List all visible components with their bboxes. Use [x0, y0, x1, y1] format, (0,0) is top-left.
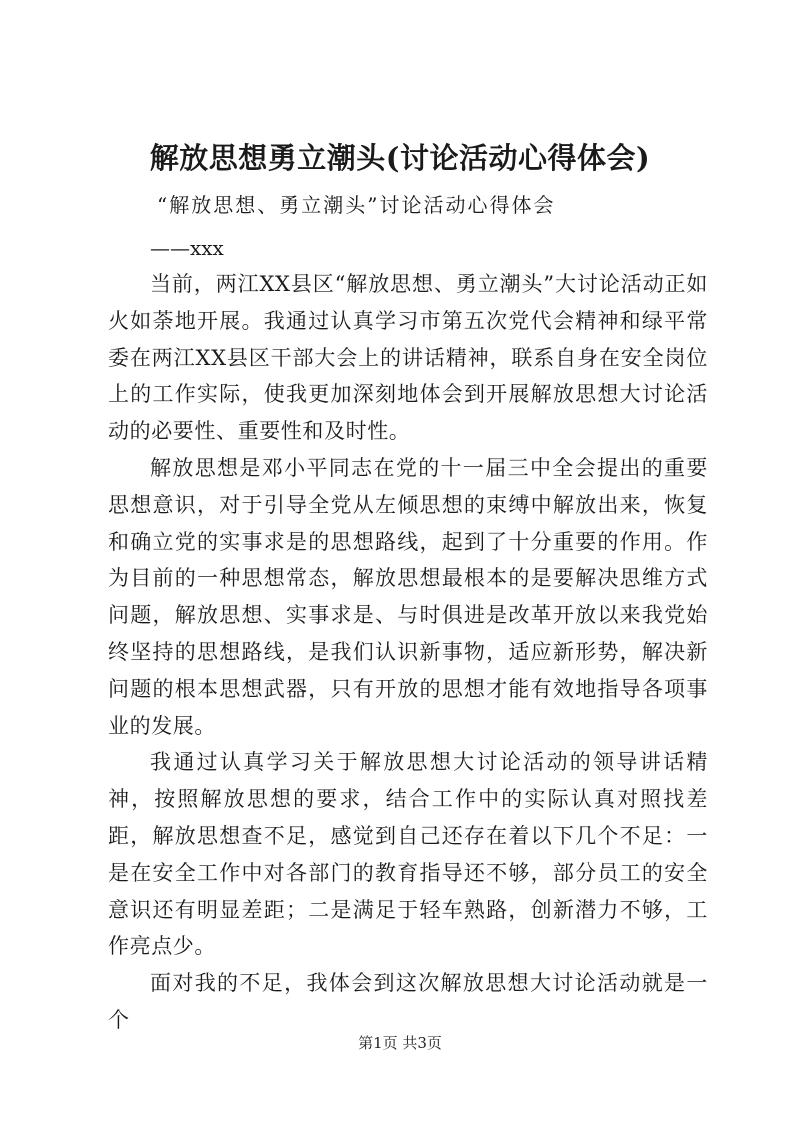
page-number-footer: 第1页 共3页 — [358, 1034, 442, 1052]
paragraph: 我通过认真学习关于解放思想大讨论活动的领导讲话精神，按照解放思想的要求，结合工作中的实际认真对照找差距，解放思想查不足，感觉到自己还存在着以下几个不足：一是在安全工作中对各部门的教育指导还不够，部分员工的安全意识还有明显差距；二是满足于轻车熟路，创新潜力不够，工作亮点少。 — [108, 750, 708, 959]
paragraph: 解放思想是邓小平同志在党的十一届三中全会提出的重要思想意识，对于引导全党从左倾思想的束缚中解放出来，恢复和确立党的实事求是的思想路线，起到了十分重要的作用。作为目前的一种思想常态，解放思想最根本的是要解决思维方式问题，解放思想、实事求是、与时俱进是改革开放以来我党始终坚持的思想路线，是我们认识新事物，适应新形势，解决新问题的根本思想武器，只有开放的思想才能有效地指导各项事业的发展。 — [108, 455, 708, 738]
document-author: ——xxx — [150, 236, 224, 260]
document-subtitle: “解放思想、勇立潮头”讨论活动心得体会 — [157, 193, 556, 217]
document-body — [108, 266, 708, 1039]
paragraph: 面对我的不足，我体会到这次解放思想大讨论活动就是一个 — [108, 971, 708, 1032]
paragraph: 当前，两江XX县区“解放思想、勇立潮头”大讨论活动正如火如荼地开展。我通过认真学习市第五次党代会精神和绿平常委在两江XX县区干部大会上的讲话精神，联系自身在安全岗位上的工作实际，使我更加深刻地体会到开展解放思想大讨论活动的必要性、重要性和及时性。 — [108, 272, 708, 444]
document-title: 解放思想勇立潮头(讨论活动心得体会) — [149, 141, 651, 175]
